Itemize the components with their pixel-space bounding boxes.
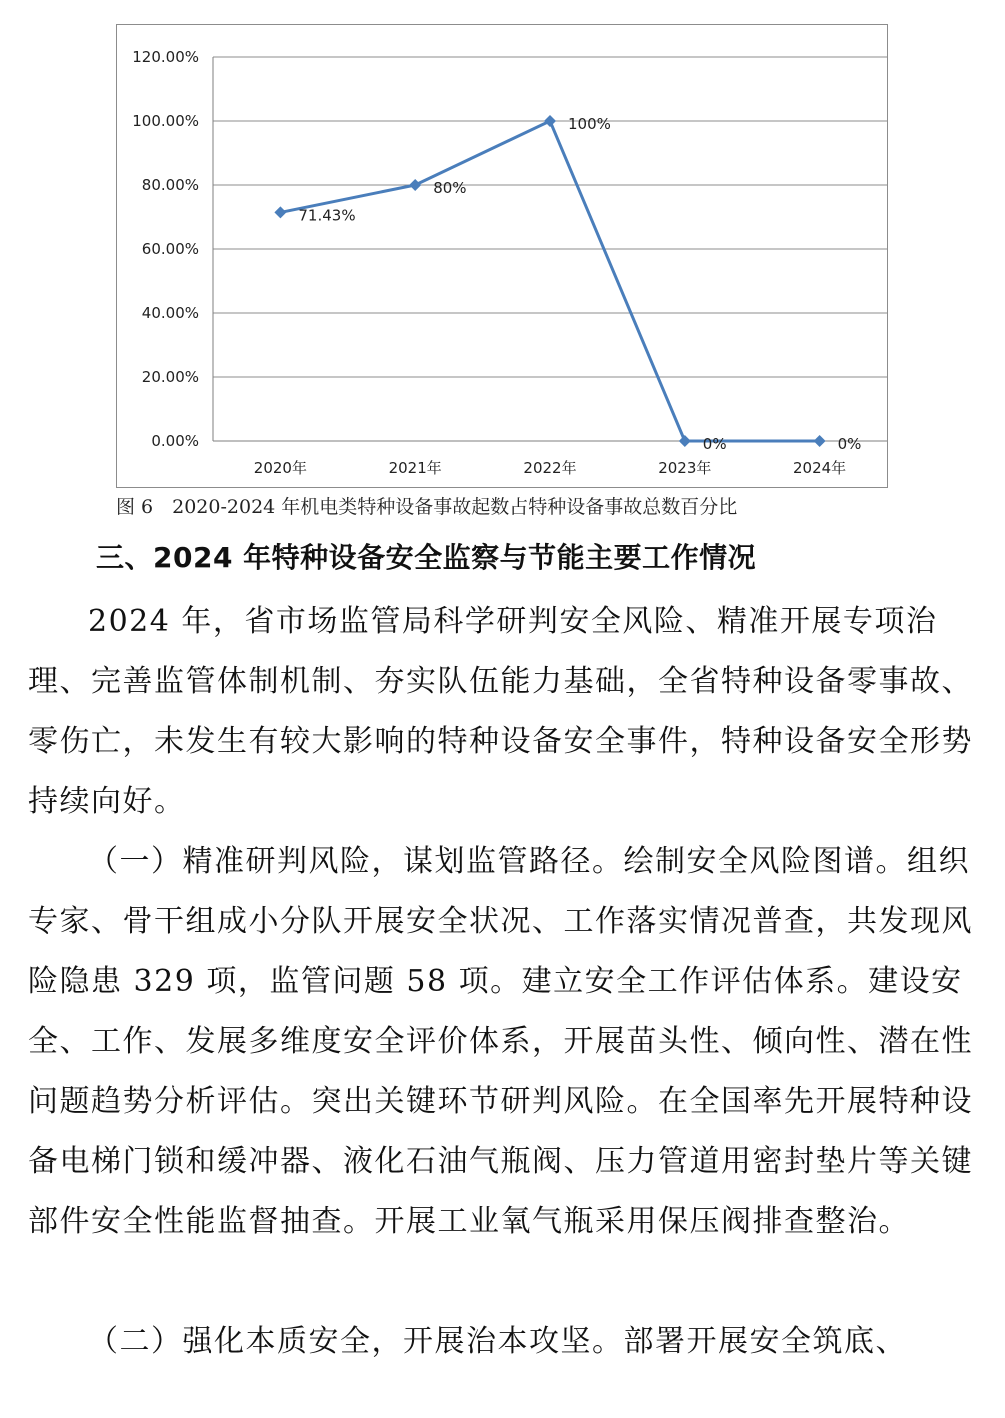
paragraph-intrinsic-safety: （二）强化本质安全，开展治本攻坚。部署开展安全筑底、 xyxy=(88,1324,907,1359)
data-label: 0% xyxy=(702,435,727,453)
line-chart xyxy=(117,25,887,487)
y-tick-label: 100.00% xyxy=(132,112,199,130)
data-point-marker xyxy=(409,179,421,191)
y-tick-label: 40.00% xyxy=(141,304,199,322)
paragraph-overview: 2024 年，省市场监管局科学研判安全风险、精准开展专项治理、完善监管体制机制、夯实队伍能力基础，全省特种设备零事故、零伤亡，未发生有较大影响的特种设备安全事件，特种设备安全形势持续向好。 xyxy=(28,604,973,819)
data-label: 0% xyxy=(837,435,862,453)
y-tick-label: 120.00% xyxy=(132,48,199,66)
data-label: 71.43% xyxy=(298,206,356,225)
data-point-marker xyxy=(274,206,286,218)
y-tick-label: 60.00% xyxy=(141,240,199,258)
y-tick-label: 0.00% xyxy=(151,432,199,450)
paragraph-risk-assessment: （一）精准研判风险，谋划监管路径。绘制安全风险图谱。组织专家、骨干组成小分队开展安全状况、工作落实情况普查，共发现风险隐患 329 项，监管问题 58 项。建立安全工作评估体系。建设安全、工作、发展多维度安全评价体系，开展苗头性、倾向性、潜在性问题趋势分析评估。突出关键环节研判风险。在全国率先开展特种设备电梯门锁和缓冲器、液化石油气瓶阀、压力管道用密封垫片等关键部件安全性能监督抽查。开展工业氧气瓶采用保压阀排查整治。 xyxy=(28,844,973,1239)
y-tick-label: 80.00% xyxy=(141,176,199,194)
x-tick-label: 2023年 xyxy=(658,459,712,477)
series-line xyxy=(280,121,819,441)
data-label: 100% xyxy=(568,115,611,133)
x-tick-label: 2022年 xyxy=(523,459,577,477)
data-label: 80% xyxy=(433,179,467,197)
section-heading: 三、2024 年特种设备安全监察与节能主要工作情况 xyxy=(96,541,757,574)
chart-frame xyxy=(116,24,888,488)
y-tick-label: 20.00% xyxy=(141,368,199,386)
data-point-marker xyxy=(544,115,556,127)
data-point-marker xyxy=(679,435,691,447)
x-tick-label: 2024年 xyxy=(793,459,847,477)
x-tick-label: 2021年 xyxy=(388,459,442,477)
data-point-marker xyxy=(814,435,826,447)
figure-caption: 图 6 2020-2024 年机电类特种设备事故起数占特种设备事故总数百分比 xyxy=(116,496,738,518)
x-tick-label: 2020年 xyxy=(253,459,307,477)
